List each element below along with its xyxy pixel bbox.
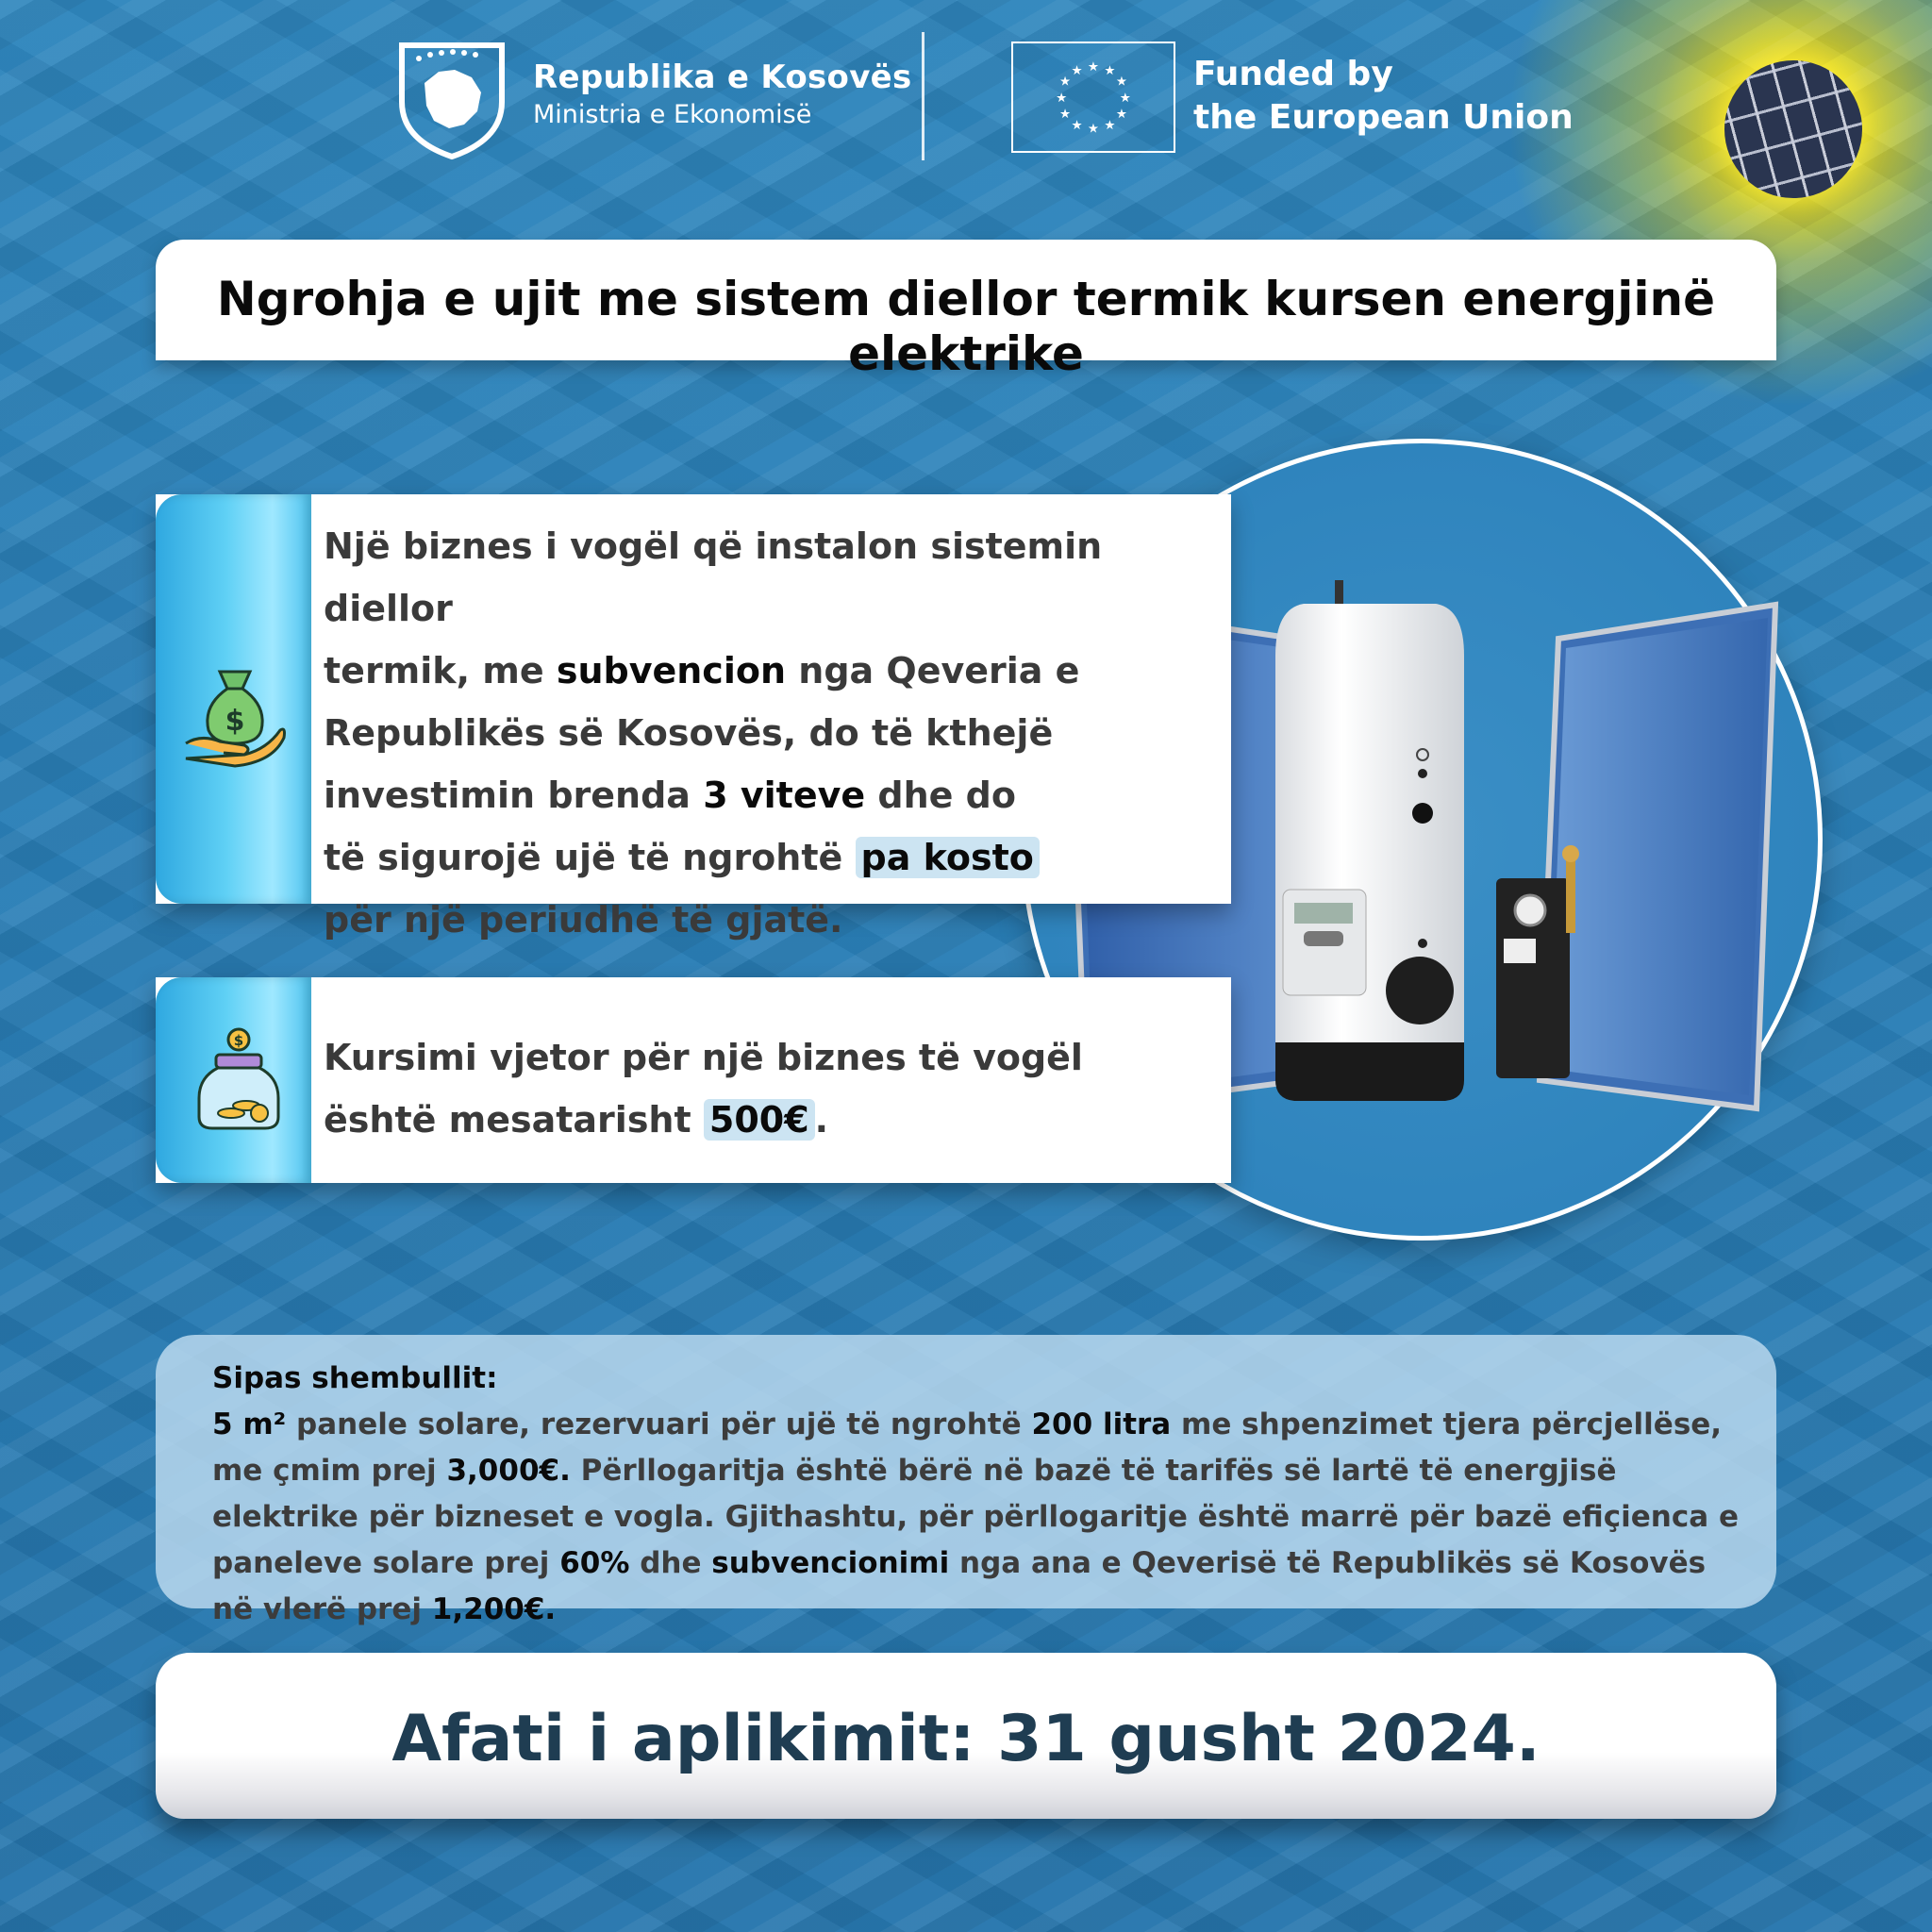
svg-text:★: ★ <box>1071 117 1083 133</box>
card1-line: Republikës së Kosovës, do të kthejë <box>324 712 1054 754</box>
svg-text:★: ★ <box>1119 90 1131 106</box>
solar-panel-icon <box>1724 60 1862 198</box>
page-title: Ngrohja e ujit me sistem diellor termik kursen energjinë elektrike <box>216 272 1716 381</box>
svg-text:★: ★ <box>1104 62 1116 78</box>
org-subtitle: Ministria e Ekonomisë <box>533 100 812 129</box>
example-body: 5 m² panele solare, rezervuari për ujë të ngrohtë 200 litra me shpenzimet tjera përcjellëse, me çmim prej 3,000€. Përllogaritja është bërë në bazë të tarifës së lartë të energjisë elektrike për bizneset e vogla. Gjithashtu, për përllogaritje është marrë për bazë efiçienca e paneleve solare prej 60% dhe subvencionimi nga ana e Qeverisë të Republikës së Kosovës në vlerë prej 1,200€. <box>212 1407 1739 1626</box>
eu-funding-label <box>1193 53 1574 140</box>
svg-text:★: ★ <box>1087 58 1100 75</box>
highlight-500: 500€ <box>704 1099 815 1141</box>
card1-text <box>324 515 1231 951</box>
example-heading: Sipas shembullit: <box>212 1361 498 1395</box>
svg-text:★: ★ <box>1058 74 1072 90</box>
example-text <box>212 1356 1739 1633</box>
svg-text:★: ★ <box>1071 62 1083 78</box>
eu-line-1: Funded by <box>1193 55 1393 93</box>
kosovo-emblem-icon <box>396 36 508 160</box>
header <box>0 0 1932 179</box>
svg-text:★: ★ <box>1087 121 1100 137</box>
info-card-payback <box>156 494 1231 941</box>
eu-line-2: the European Union <box>1193 98 1574 137</box>
info-card-savings <box>156 977 1231 1183</box>
svg-text:$: $ <box>233 1032 244 1049</box>
coin-jar-icon <box>193 1026 284 1132</box>
svg-text:★: ★ <box>1115 107 1128 123</box>
svg-text:★: ★ <box>1056 90 1068 106</box>
card2-line: është mesatarisht 500€ . <box>324 1099 829 1141</box>
deadline-text: Afati i aplikimit: 31 gusht 2024. <box>391 1702 1541 1776</box>
svg-text:$: $ <box>225 705 245 738</box>
highlight-pa-kosto: pa kosto <box>856 837 1040 878</box>
card1-line: për një periudhë të gjatë. <box>324 899 843 941</box>
card-tab <box>156 494 311 904</box>
org-title: Republika e Kosovës <box>533 58 912 96</box>
eu-flag-icon <box>1011 42 1175 153</box>
card1-line: investimin brenda 3 viteve dhe do <box>324 774 1016 816</box>
card1-line: të sigurojë ujë të ngrohtë pa kosto <box>324 826 1231 889</box>
card2-line: Kursimi vjetor për një biznes të vogël <box>324 1037 1083 1078</box>
title-banner <box>156 240 1776 381</box>
card2-text <box>324 1026 1083 1151</box>
header-divider <box>922 32 924 160</box>
svg-text:★: ★ <box>1104 117 1116 133</box>
deadline-banner <box>156 1653 1776 1819</box>
card1-line: Një biznes i vogël që instalon sistemin diellor <box>324 525 1103 629</box>
card-tab <box>156 977 311 1183</box>
svg-text:★: ★ <box>1058 107 1072 123</box>
card1-line: termik, me subvencion nga Qeveria e <box>324 650 1080 691</box>
money-bag-hand-icon <box>182 664 288 770</box>
svg-text:★: ★ <box>1115 74 1128 90</box>
example-box <box>156 1335 1776 1626</box>
